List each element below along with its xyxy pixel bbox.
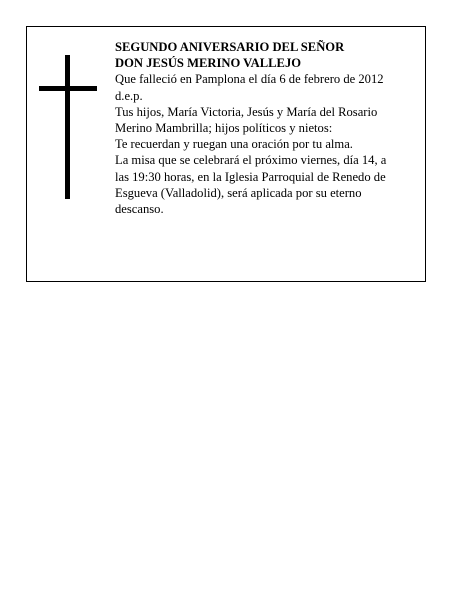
death-line: Que falleció en Pamplona el día 6 de febrero de 2012: [115, 72, 384, 87]
mass-line-1: La misa que se celebrará el próximo viernes, día 14, a: [115, 153, 387, 168]
mass-line-3: Esgueva (Valladolid), será aplicada por su eterno: [115, 185, 362, 200]
rip-line: d.e.p.: [115, 88, 143, 103]
notice-heading-line-1: SEGUNDO ANIVERSARIO DEL SEÑOR: [115, 40, 345, 54]
notice-text: [115, 39, 415, 217]
family-line-2: Merino Mambrilla; hijos políticos y nietos:: [115, 121, 333, 136]
family-line-1: Tus hijos, María Victoria, Jesús y María del Rosario: [115, 104, 378, 119]
cross-vertical-bar: [65, 55, 70, 199]
mass-line-2: las 19:30 horas, en la Iglesia Parroquial de Renedo de: [115, 169, 386, 184]
prayer-line: Te recuerdan y ruegan una oración por tu alma.: [115, 137, 353, 152]
notice-heading-line-2: DON JESÚS MERINO VALLEJO: [115, 56, 302, 71]
cross-horizontal-bar: [39, 86, 97, 91]
mass-line-4: descanso.: [115, 202, 164, 217]
obituary-notice-box: [26, 26, 426, 282]
cross-icon: [39, 55, 97, 199]
